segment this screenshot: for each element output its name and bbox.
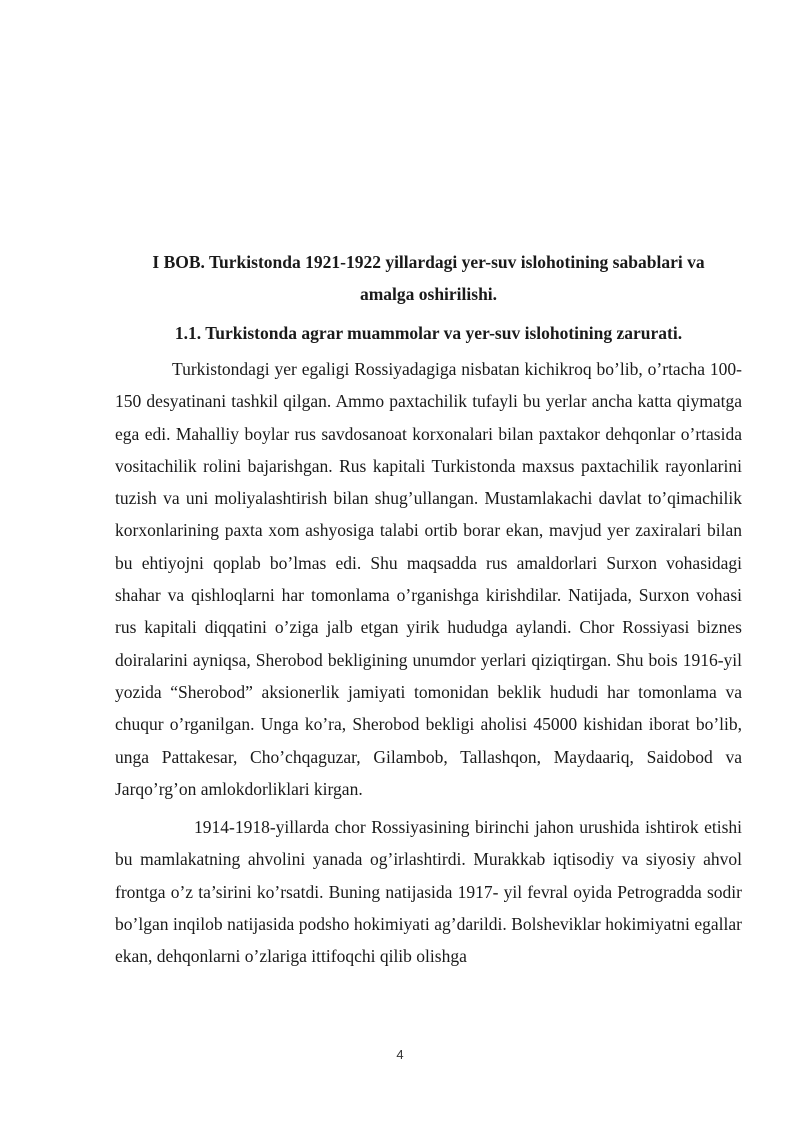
section-title: 1.1. Turkistonda agrar muammolar va yer-suv islohotining zarurati.	[174, 323, 683, 343]
chapter-title-line-1: I BOB. Turkistonda 1921-1922 yillardagi yer-suv islohotining sabablari va	[152, 252, 705, 272]
page-number: 4	[396, 1047, 404, 1062]
paragraph-2: 1914-1918-yillarda chor Rossiyasining birinchi jahon urushida ishtirok etishi bu mamlakatning ahvolini yanada og’irlashtirdi. Murakkab iqtisodiy va siyosiy ahvol frontga o’z ta’sirini ko’rsatdi. Buning natijasida 1917- yil fevral oyida Petrogradda sodir bo’lgan inqilob natijasida podsho hokimiyati ag’darildi. Bolsheviklar hokimiyatni egallar ekan, dehqonlarni o’zlariga ittifoqchi qilib olishga	[115, 817, 742, 967]
chapter-title	[115, 246, 742, 310]
chapter-title-line-2: amalga oshirilishi.	[359, 284, 498, 304]
paragraph-1: Turkistondagi yer egaligi Rossiyadagiga nisbatan kichikroq bo’lib, o’rtacha 100-150 desyatinani tashkil qilgan. Ammo paxtachilik tufayli bu yerlar ancha katta qiymatga ega edi. Mahalliy boylar rus savdosanoat korxonalari bilan paxtakor dehqonlar o’rtasida vositachilik rolini bajarishgan. Rus kapitali Turkistonda maxsus paxtachilik rayonlarini tuzish va uni moliyalashtirish bilan shug’ullangan. Mustamlakachi davlat to’qimachilik korxonlarining paxta xom ashyosiga talabi ortib borar ekan, mavjud yer zaxiralari bilan bu ehtiyojni qoplab bo’lmas edi. Shu maqsadda rus amaldorlari Surxon vohasidagi shahar va qishloqlarni har tomonlama o’rganishga kirishdilar. Natijada, Surxon vohasi rus kapitali diqqatini o’ziga jalb etgan yirik hududga aylandi. Chor Rossiyasi biznes doiralarini ayniqsa, Sherobod bekligining unumdor yerlari qiziqtirgan. Shu bois 1916-yil yozida “Sherobod” aksionerlik jamiyati tomonidan beklik hududi har tomonlama va chuqur o’rganilgan. Unga ko’ra, Sherobod bekligi aholisi 45000 kishidan iborat bo’lib, unga Pattakesar, Cho’chqaguzar, Gilambob, Tallashqon, Maydaariq, Saidobod va Jarqo’rg’on amlokdorliklari kirgan.	[115, 359, 742, 799]
page-body	[115, 246, 742, 973]
